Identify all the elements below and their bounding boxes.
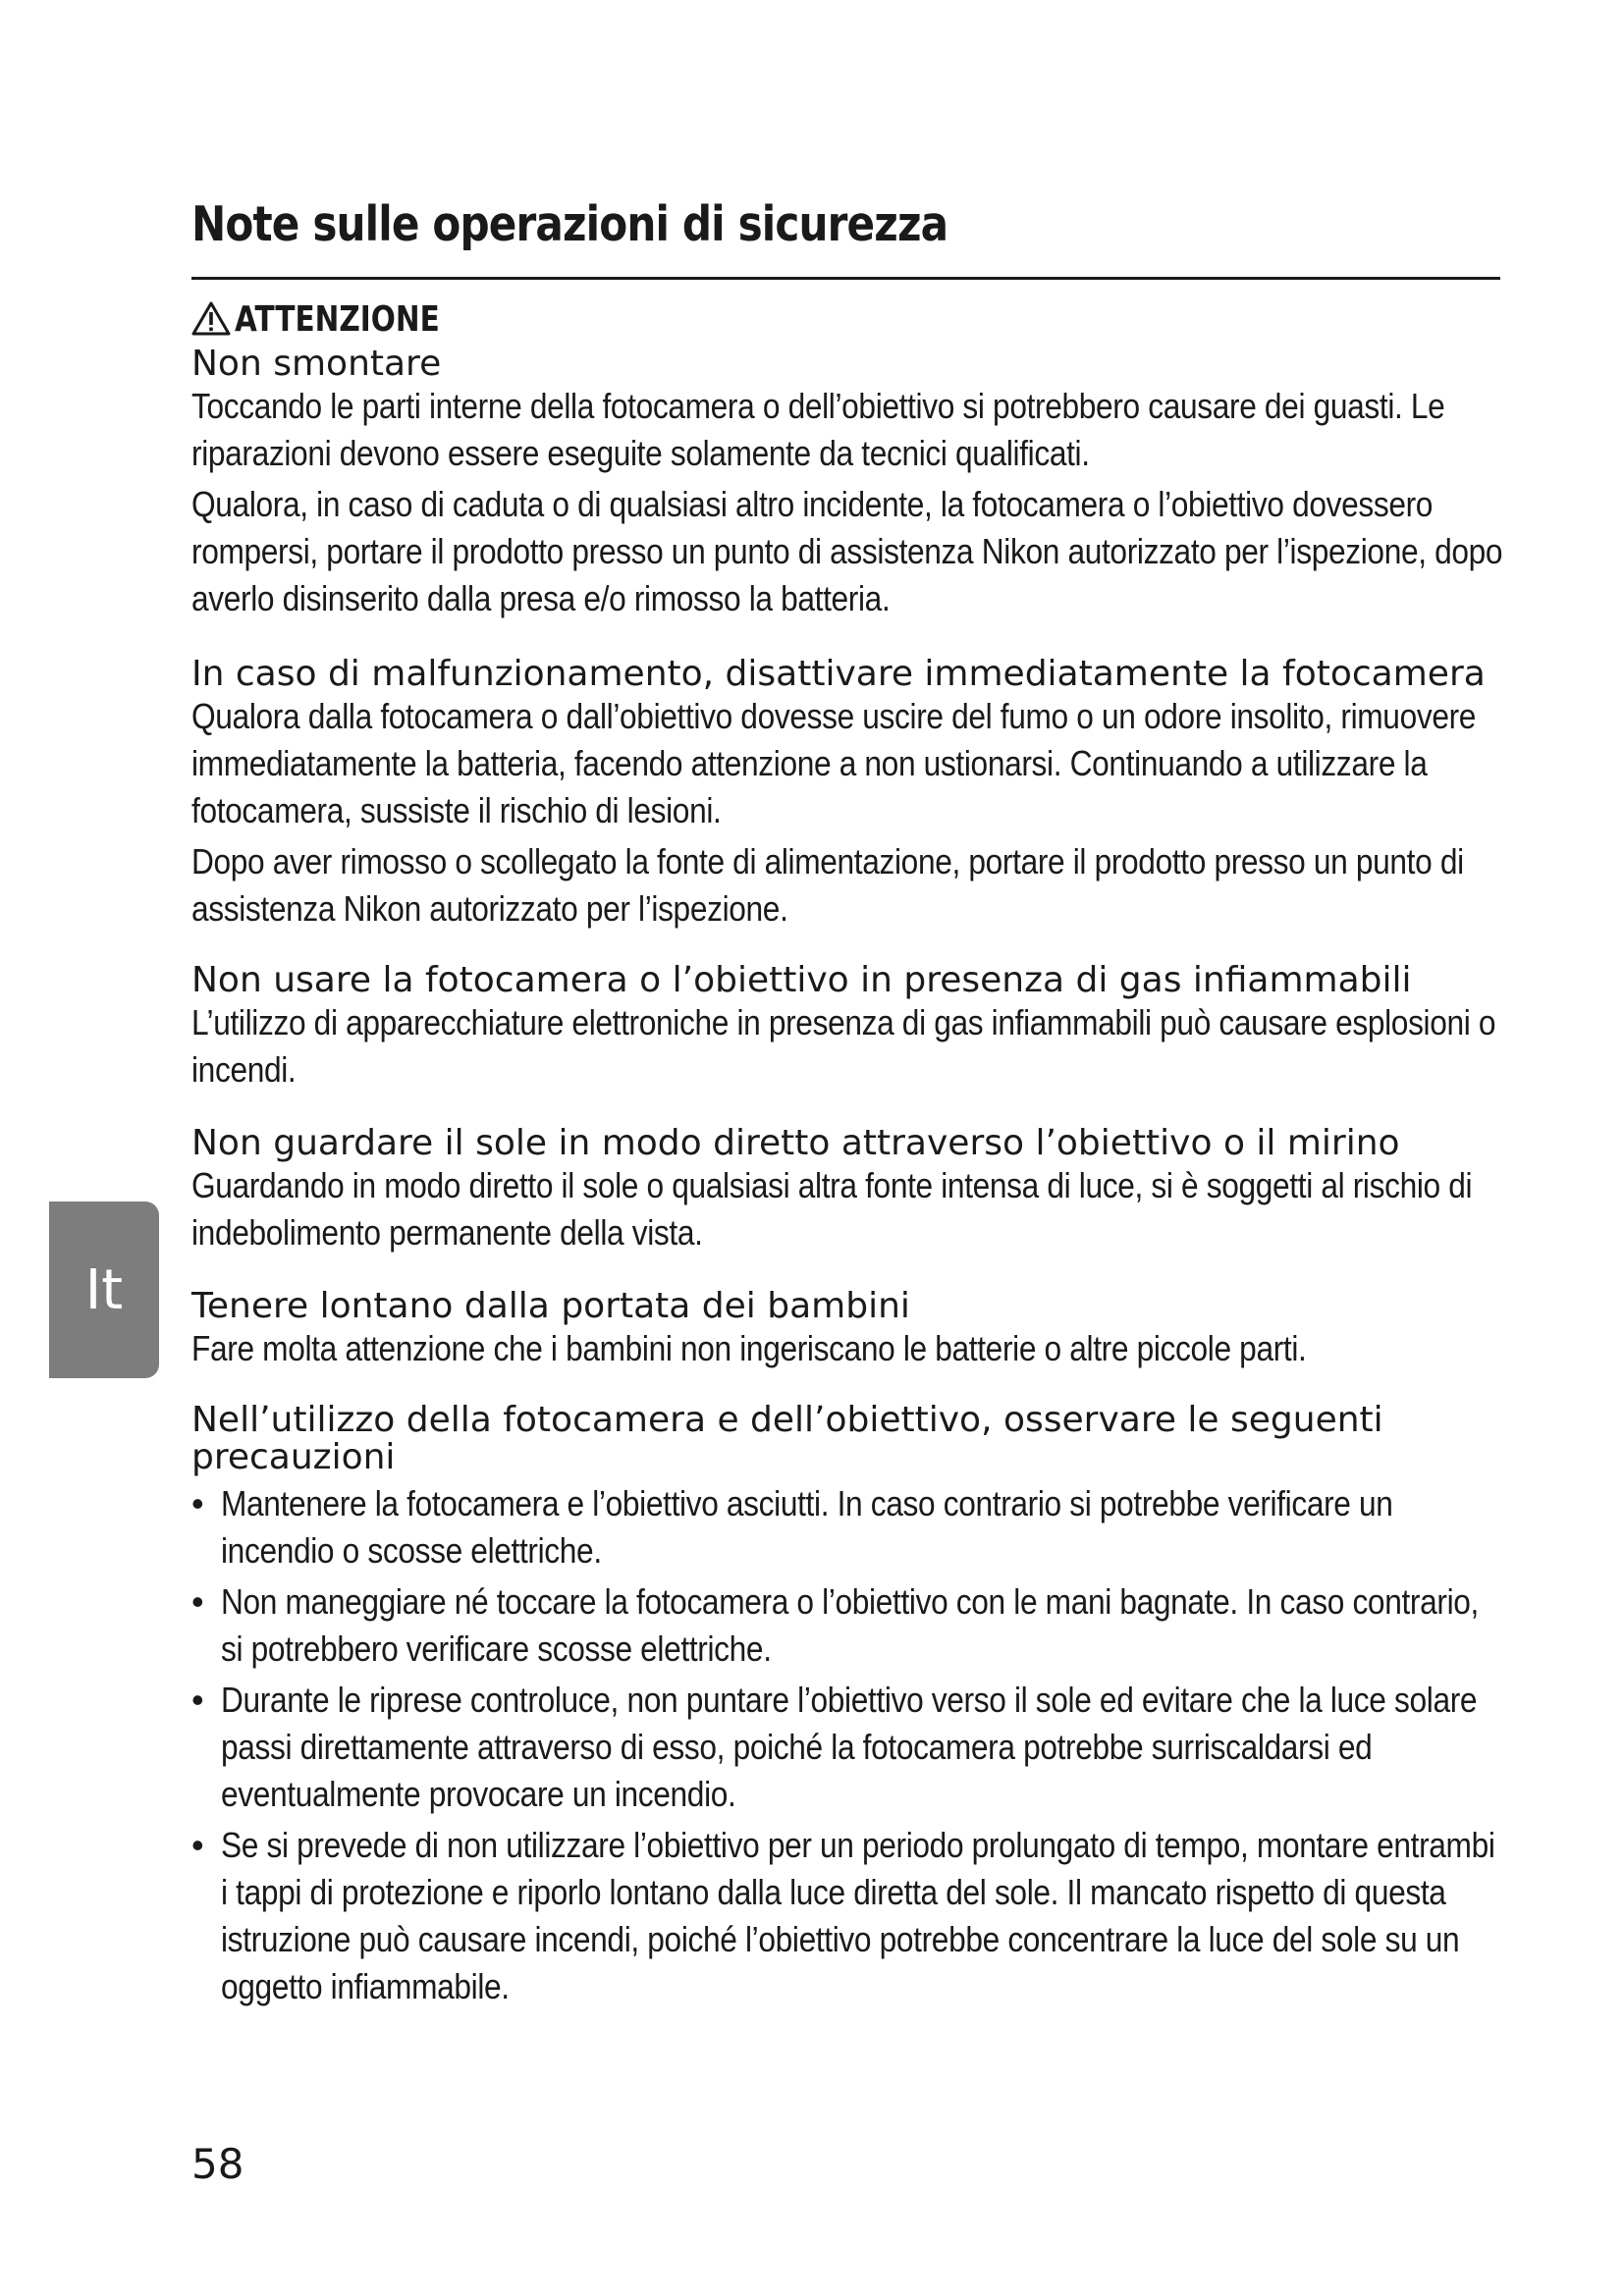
warning-triangle-icon <box>191 301 231 337</box>
section-heading: Non smontare <box>191 344 442 384</box>
list-item-text: Mantenere la fotocamera e l’obiettivo asciutti. In caso contrario si potrebbe verificare un incendio o scosse elettriche. <box>221 1483 1393 1571</box>
list-item-text: Se si prevede di non utilizzare l’obiettivo per un periodo prolungato di tempo, montare entrambi i tappi di protezione e riporlo lontano dalla luce diretta del sole. Il mancato rispetto di questa istruzione può causare incendi, poiché l’obiettivo potrebbe concentrare la luce del sole su un oggetto infiammabile. <box>221 1825 1495 2006</box>
section-bambini <box>191 1288 1512 1372</box>
bullet-icon: • <box>191 1483 204 1523</box>
precaution-list <box>191 1480 1512 2010</box>
list-item <box>191 1480 1512 1575</box>
section-malfunzionamento <box>191 656 1512 933</box>
bullet-icon: • <box>191 1680 204 1720</box>
warning-label: ATTENZIONE <box>235 298 440 340</box>
section-heading: Non guardare il sole in modo diretto attraverso l’obiettivo o il mirino <box>191 1123 1400 1163</box>
section-paragraph: L’utilizzo di apparecchiature elettroniche in presenza di gas infiammabili può causare esplosioni o incendi. <box>191 1002 1496 1090</box>
section-paragraph: Qualora dalla fotocamera o dall’obiettivo dovesse uscire del fumo o un odore insolito, rimuovere immediatamente la batteria, facendo attenzione a non ustionarsi. Continuando a utilizzare la fotocamera, sussiste il rischio di lesioni. <box>191 696 1477 830</box>
title-divider <box>191 277 1500 280</box>
list-item <box>191 1578 1512 1673</box>
list-item <box>191 1822 1512 2010</box>
language-tab <box>49 1201 159 1378</box>
warning-header <box>191 294 485 344</box>
section-heading: Tenere lontano dalla portata dei bambini <box>191 1286 910 1326</box>
section-non-smontare <box>191 346 1512 622</box>
page-title: Note sulle operazioni di sicurezza <box>191 196 948 252</box>
list-item-text: Non maneggiare né toccare la fotocamera o l’obiettivo con le mani bagnate. In caso contrario, si potrebbero verificare scosse elettriche. <box>221 1581 1479 1669</box>
section-paragraph: Guardando in modo diretto il sole o qualsiasi altra fonte intensa di luce, si è soggetti al rischio di indebolimento permanente della vista. <box>191 1165 1473 1253</box>
list-item-text: Durante le riprese controluce, non puntare l’obiettivo verso il sole ed evitare che la luce solare passi direttamente attraverso di esso, poiché la fotocamera potrebbe surriscaldarsi ed eventualmente provocare un incendio. <box>221 1680 1478 1814</box>
section-sole-diretto <box>191 1125 1512 1256</box>
section-heading: Nell’utilizzo della fotocamera e dell’obiettivo, osservare le seguenti precauzioni <box>191 1400 1383 1477</box>
section-paragraph: Fare molta attenzione che i bambini non ingeriscano le batterie o altre piccole parti. <box>191 1328 1307 1368</box>
section-heading: Non usare la fotocamera o l’obiettivo in presenza di gas infiammabili <box>191 960 1412 1000</box>
safety-content <box>191 346 1512 2010</box>
bullet-icon: • <box>191 1825 204 1865</box>
list-item <box>191 1677 1512 1818</box>
language-tab-label: It <box>84 1257 124 1322</box>
bullet-icon: • <box>191 1581 204 1622</box>
section-precauzioni <box>191 1402 1512 2010</box>
section-gas-infiammabili <box>191 962 1512 1094</box>
page-number: 58 <box>191 2140 244 2188</box>
section-paragraph: Qualora, in caso di caduta o di qualsiasi altro incidente, la fotocamera o l’obiettivo dovessero rompersi, portare il prodotto presso un punto di assistenza Nikon autorizzato per l’ispezione, dopo averlo disinserito dalla presa e/o rimosso la batteria. <box>191 484 1503 618</box>
section-paragraph: Toccando le parti interne della fotocamera o dell’obiettivo si potrebbero causare dei guasti. Le riparazioni devono essere eseguite solamente da tecnici qualificati. <box>191 386 1445 473</box>
section-paragraph: Dopo aver rimosso o scollegato la fonte di alimentazione, portare il prodotto presso un punto di assistenza Nikon autorizzato per l’ispezione. <box>191 841 1464 929</box>
section-heading: In caso di malfunzionamento, disattivare immediatamente la fotocamera <box>191 654 1486 694</box>
